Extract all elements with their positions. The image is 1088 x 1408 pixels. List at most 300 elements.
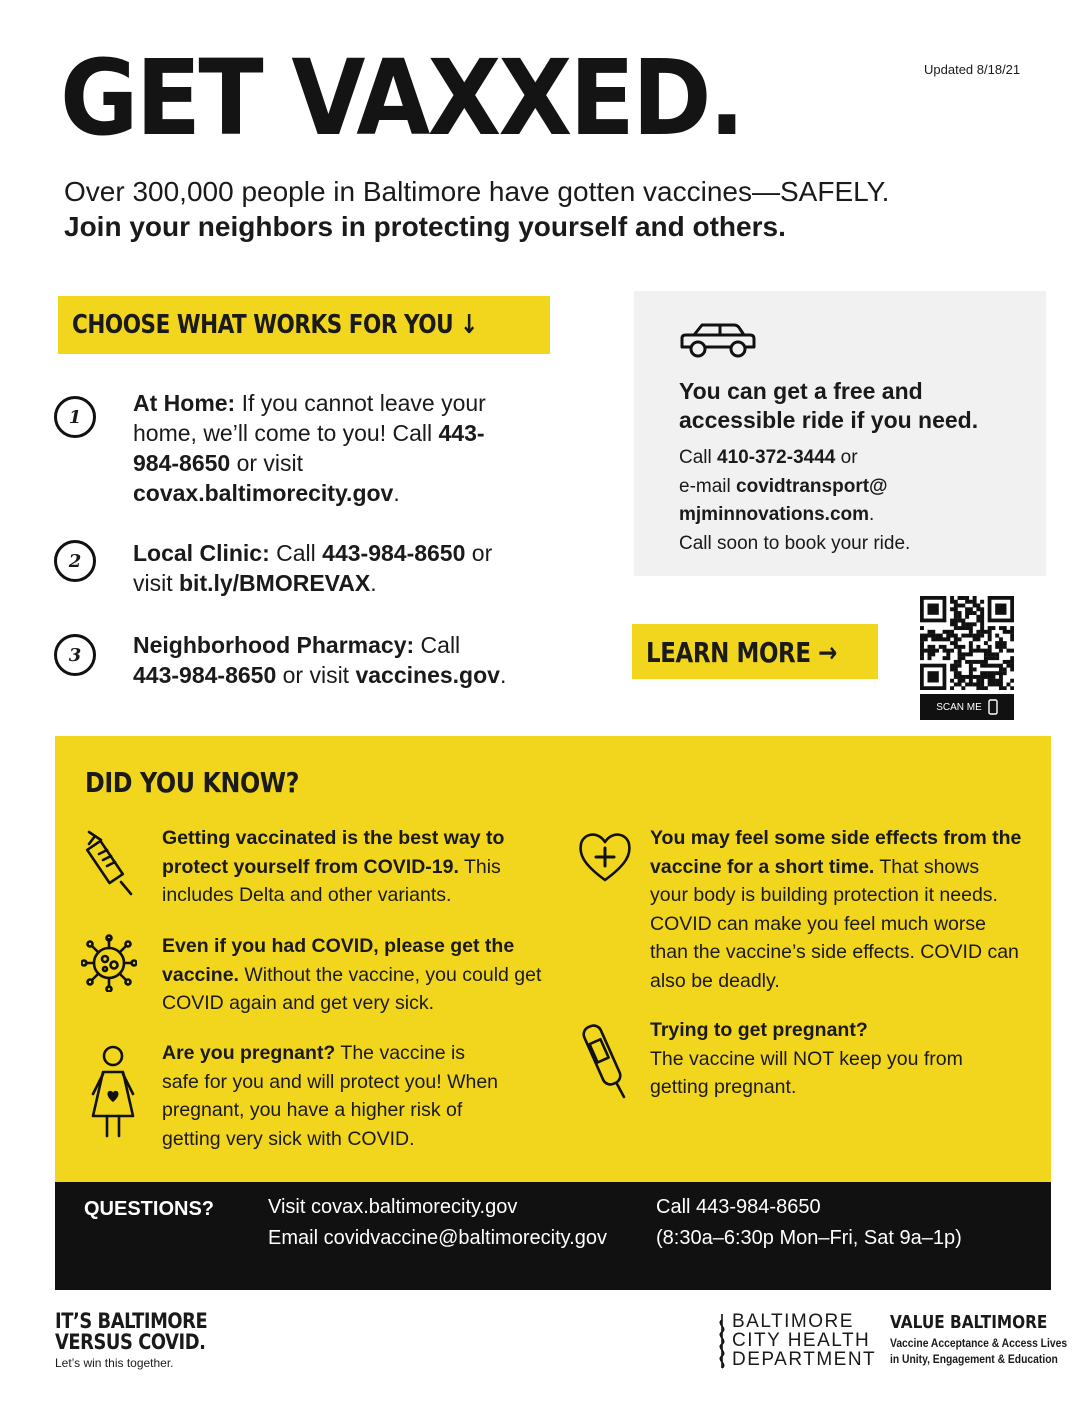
- qr-module: [999, 645, 1003, 649]
- qr-module: [976, 660, 980, 664]
- qr-module: [950, 607, 954, 611]
- qr-module: [958, 619, 962, 623]
- qr-module: [954, 634, 958, 638]
- option-link[interactable]: covax.baltimorecity.gov: [133, 480, 394, 506]
- learn-more-button[interactable]: [632, 624, 878, 679]
- option-text: .: [370, 570, 377, 596]
- questions-label: QUESTIONS?: [84, 1198, 215, 1220]
- qr-module: [969, 679, 973, 683]
- qr-module: [965, 611, 969, 615]
- qr-module: [931, 652, 935, 656]
- qr-module: [988, 637, 992, 641]
- questions-bar: [55, 1182, 1051, 1290]
- qr-module: [928, 645, 932, 649]
- qr-module: [965, 660, 969, 664]
- questions-visit-link[interactable]: Visit covax.baltimorecity.gov: [268, 1196, 518, 1218]
- qr-module: [969, 645, 973, 649]
- qr-module: [939, 637, 943, 641]
- qr-module: [980, 634, 984, 638]
- qr-module: [961, 652, 965, 656]
- choose-banner: [58, 296, 550, 354]
- qr-module: [950, 641, 954, 645]
- qr-module: [988, 630, 992, 634]
- qr-module: [950, 600, 954, 604]
- qr-module: [976, 630, 980, 634]
- qr-finder-center: [928, 604, 939, 615]
- qr-module: [969, 622, 973, 626]
- qr-module: [980, 626, 984, 630]
- fact-had-covid: [162, 932, 542, 1018]
- qr-module: [950, 664, 954, 668]
- option-title: Local Clinic:: [133, 540, 270, 566]
- qr-module: [931, 630, 935, 634]
- qr-module: [973, 611, 977, 615]
- qr-module: [954, 664, 958, 668]
- did-you-know-panel: [55, 736, 1051, 1182]
- qr-module: [976, 645, 980, 649]
- qr-module: [999, 682, 1003, 686]
- option-text: Call: [414, 632, 461, 658]
- qr-module: [1003, 645, 1007, 649]
- qr-module: [999, 675, 1003, 679]
- qr-module: [988, 656, 992, 660]
- qr-module: [995, 634, 999, 638]
- ride-text: .: [869, 504, 875, 525]
- option-text: or visit: [133, 540, 493, 596]
- qr-module: [958, 682, 962, 686]
- qr-module: [976, 637, 980, 641]
- qr-module: [931, 634, 935, 638]
- option-text: If you cannot leave your home, we’ll come to you! Call: [133, 390, 486, 446]
- qr-module: [958, 679, 962, 683]
- qr-module: [965, 634, 969, 638]
- qr-module: [920, 652, 924, 656]
- qr-module: [950, 679, 954, 683]
- value-baltimore-line-2: in Unity, Engagement & Education: [890, 1352, 1058, 1366]
- qr-module: [973, 600, 977, 604]
- qr-module: [931, 649, 935, 653]
- qr-module: [995, 682, 999, 686]
- qr-module: [991, 675, 995, 679]
- qr-module: [984, 656, 988, 660]
- qr-module: [973, 634, 977, 638]
- subheadline: Over 300,000 people in Baltimore have gotten vaccines—SAFELY.: [64, 176, 890, 207]
- fact-side-effects: [650, 824, 1022, 995]
- fact-trying-pregnant: [650, 1016, 1000, 1102]
- qr-module: [958, 660, 962, 664]
- qr-module: [958, 664, 962, 668]
- qr-module: [961, 634, 965, 638]
- fact-bold: Even if you had COVID, please get the vaccine.: [162, 935, 515, 986]
- qr-module: [958, 615, 962, 619]
- option-at-home: [133, 388, 493, 508]
- qr-module: [924, 637, 928, 641]
- fact-text: That shows your body is building protection it needs. COVID can make you feel much worse than the vaccine’s side effects. COVID can also be deadly.: [650, 855, 1019, 992]
- option-phone[interactable]: 443-984-8650: [133, 420, 485, 476]
- qr-module: [931, 637, 935, 641]
- qr-module: [976, 615, 980, 619]
- qr-module: [950, 619, 954, 623]
- qr-module: [973, 649, 977, 653]
- qr-module: [1006, 682, 1010, 686]
- qr-finder-center: [995, 604, 1006, 615]
- qr-module: [928, 634, 932, 638]
- qr-module: [980, 615, 984, 619]
- qr-module: [958, 656, 962, 660]
- qr-module: [969, 660, 973, 664]
- option-title: At Home:: [133, 390, 236, 416]
- fact-bold: Trying to get pregnant?: [650, 1019, 868, 1041]
- qr-module: [954, 604, 958, 608]
- qr-module: [1010, 649, 1014, 653]
- qr-module: [943, 649, 947, 653]
- qr-module: [991, 682, 995, 686]
- dept-line-1: BALTIMORE: [732, 1311, 854, 1332]
- questions-email-link[interactable]: Email covidvaccine@baltimorecity.gov: [268, 1227, 607, 1249]
- qr-module: [969, 652, 973, 656]
- qr-module: [946, 637, 950, 641]
- qr-module: [969, 607, 973, 611]
- fact-text: This includes Delta and other variants.: [162, 855, 501, 906]
- qr-module: [965, 682, 969, 686]
- pregnant-person-icon: [89, 1044, 137, 1140]
- qr-module: [1003, 626, 1007, 630]
- qr-module: [976, 679, 980, 683]
- qr-module: [1006, 664, 1010, 668]
- qr-module: [999, 679, 1003, 683]
- fact-bold: Getting vaccinated is the best way to protect yourself from COVID-19.: [162, 827, 505, 878]
- qr-module: [988, 645, 992, 649]
- qr-module: [954, 645, 958, 649]
- qr-module: [954, 671, 958, 675]
- qr-module: [980, 671, 984, 675]
- qr-module: [939, 645, 943, 649]
- option-phone[interactable]: 443-984-8650: [133, 662, 277, 688]
- qr-module: [969, 671, 973, 675]
- questions-phone[interactable]: Call 443-984-8650: [656, 1196, 821, 1218]
- fact-text: The vaccine is safe for you and will protect you! When pregnant, you have a higher risk of getting very sick with COVID.: [162, 1042, 499, 1150]
- qr-module: [969, 675, 973, 679]
- option-number-3: 3: [54, 634, 96, 676]
- qr-module: [984, 641, 988, 645]
- qr-module: [969, 626, 973, 630]
- qr-module: [961, 622, 965, 626]
- qr-module: [995, 641, 999, 645]
- qr-module: [988, 671, 992, 675]
- qr-module: [954, 619, 958, 623]
- option-phone[interactable]: 443-984-8650: [322, 540, 466, 566]
- qr-module: [988, 649, 992, 653]
- qr-module: [976, 604, 980, 608]
- option-text: Call: [269, 540, 323, 566]
- ride-closing: Call soon to book your ride.: [679, 532, 911, 554]
- questions-hours: (8:30a–6:30p Mon–Fri, Sat 9a–1p): [656, 1227, 962, 1249]
- scan-me-label: SCAN ME: [936, 701, 982, 713]
- ride-text: or: [835, 447, 858, 468]
- qr-module: [920, 656, 924, 660]
- qr-module: [980, 675, 984, 679]
- qr-module: [976, 682, 980, 686]
- qr-module: [965, 626, 969, 630]
- qr-module: [950, 667, 954, 671]
- qr-module: [954, 641, 958, 645]
- qr-module: [920, 641, 924, 645]
- qr-module: [1003, 667, 1007, 671]
- qr-module: [1003, 660, 1007, 664]
- qr-module: [969, 634, 973, 638]
- qr-module: [999, 626, 1003, 630]
- qr-module: [961, 604, 965, 608]
- value-baltimore-logo: [890, 1312, 1088, 1367]
- qr-module: [1010, 634, 1014, 638]
- qr-module: [1006, 649, 1010, 653]
- qr-module: [1003, 641, 1007, 645]
- qr-module: [961, 686, 965, 690]
- qr-module: [973, 667, 977, 671]
- qr-module: [961, 596, 965, 600]
- qr-module: [928, 649, 932, 653]
- qr-module: [1010, 664, 1014, 668]
- qr-module: [995, 664, 999, 668]
- qr-module: [980, 679, 984, 683]
- choose-banner-label: CHOOSE WHAT WORKS FOR YOU ↓: [72, 310, 478, 340]
- qr-module: [1010, 679, 1014, 683]
- qr-module: [991, 652, 995, 656]
- qr-module: [1010, 630, 1014, 634]
- qr-module: [943, 630, 947, 634]
- heart-plus-icon: [575, 826, 635, 886]
- qr-module: [928, 656, 932, 660]
- qr-module: [965, 615, 969, 619]
- qr-module: [1010, 637, 1014, 641]
- qr-module: [961, 656, 965, 660]
- tagline-line-1: IT’S BALTIMORE: [55, 1309, 208, 1333]
- qr-module: [958, 611, 962, 615]
- qr-module: [939, 634, 943, 638]
- qr-module: [980, 600, 984, 604]
- option-pharmacy: [133, 630, 553, 690]
- campaign-tagline: [55, 1311, 234, 1370]
- qr-module: [965, 622, 969, 626]
- learn-more-label: LEARN MORE →: [646, 636, 838, 669]
- qr-module: [976, 634, 980, 638]
- qr-module: [943, 656, 947, 660]
- qr-module: [980, 607, 984, 611]
- qr-module: [954, 611, 958, 615]
- tagline-line-2: VERSUS COVID.: [55, 1330, 206, 1354]
- qr-module: [961, 679, 965, 683]
- qr-module: [976, 649, 980, 653]
- qr-module: [969, 649, 973, 653]
- qr-module: [999, 637, 1003, 641]
- qr-module: [935, 637, 939, 641]
- qr-module: [973, 660, 977, 664]
- qr-module: [928, 652, 932, 656]
- qr-module: [984, 671, 988, 675]
- health-department-logo: [716, 1312, 876, 1369]
- qr-module: [954, 637, 958, 641]
- qr-module: [995, 679, 999, 683]
- qr-module: [946, 634, 950, 638]
- qr-module: [961, 619, 965, 623]
- qr-module: [950, 649, 954, 653]
- qr-module: [999, 664, 1003, 668]
- qr-module: [969, 682, 973, 686]
- qr-module: [973, 637, 977, 641]
- ride-phone[interactable]: 410-372-3444: [717, 447, 836, 468]
- qr-module: [980, 686, 984, 690]
- ride-text: Call: [679, 447, 718, 468]
- qr-module: [973, 675, 977, 679]
- qr-module: [1006, 630, 1010, 634]
- syringe-icon: [83, 828, 139, 896]
- qr-module: [958, 649, 962, 653]
- qr-module: [965, 675, 969, 679]
- option-text: or visit: [230, 450, 304, 476]
- qr-module: [969, 667, 973, 671]
- tagline-line-3: Let’s win this together.: [55, 1356, 174, 1370]
- qr-module: [920, 626, 924, 630]
- qr-module: [969, 611, 973, 615]
- qr-module: [988, 679, 992, 683]
- qr-module: [991, 679, 995, 683]
- qr-module: [988, 664, 992, 668]
- qr-module: [1010, 686, 1014, 690]
- qr-code[interactable]: [920, 596, 1014, 690]
- updated-date: Updated 8/18/21: [924, 62, 1021, 77]
- fact-pregnant: [162, 1039, 502, 1153]
- qr-module: [995, 656, 999, 660]
- subheadline-bold: Join your neighbors in protecting yourself and others.: [64, 211, 786, 242]
- ride-email-part-1[interactable]: covidtransport@: [736, 475, 888, 497]
- qr-module: [988, 634, 992, 638]
- headline: GET VAXXED.: [60, 37, 743, 159]
- option-text: or visit: [276, 662, 356, 688]
- option-link[interactable]: bit.ly/BMOREVAX: [179, 570, 371, 596]
- qr-module: [965, 652, 969, 656]
- option-link[interactable]: vaccines.gov: [355, 662, 500, 688]
- qr-module: [995, 652, 999, 656]
- qr-module: [991, 656, 995, 660]
- qr-module: [969, 641, 973, 645]
- qr-module: [946, 630, 950, 634]
- ride-text: e-mail: [679, 475, 737, 497]
- qr-module: [958, 652, 962, 656]
- qr-module: [984, 664, 988, 668]
- qr-module: [1003, 630, 1007, 634]
- ride-details: [679, 444, 910, 558]
- qr-module: [954, 607, 958, 611]
- qr-module: [1010, 660, 1014, 664]
- fact-text: The vaccine will NOT keep you from getting pregnant.: [650, 1047, 963, 1098]
- qr-module: [954, 600, 958, 604]
- qr-module: [984, 630, 988, 634]
- qr-module: [976, 686, 980, 690]
- qr-module: [973, 604, 977, 608]
- qr-module: [1003, 686, 1007, 690]
- qr-module: [954, 682, 958, 686]
- caduceus-icon: [716, 1312, 728, 1370]
- qr-module: [999, 641, 1003, 645]
- scan-me-badge: [920, 694, 1014, 720]
- qr-finder-center: [928, 671, 939, 682]
- option-local-clinic: [133, 538, 503, 598]
- qr-module: [973, 596, 977, 600]
- qr-module: [976, 607, 980, 611]
- qr-module: [1006, 660, 1010, 664]
- qr-module: [961, 675, 965, 679]
- qr-module: [965, 596, 969, 600]
- fact-vaccination-protection: [162, 824, 537, 910]
- qr-module: [991, 671, 995, 675]
- qr-module: [980, 649, 984, 653]
- ride-title: You can get a free and accessible ride if you need.: [679, 378, 979, 433]
- did-you-know-title: DID YOU KNOW?: [85, 766, 300, 799]
- qr-module: [980, 664, 984, 668]
- qr-module: [943, 637, 947, 641]
- virus-icon: [81, 934, 137, 992]
- qr-module: [935, 634, 939, 638]
- qr-module: [958, 671, 962, 675]
- qr-module: [1003, 671, 1007, 675]
- qr-module: [958, 626, 962, 630]
- qr-module: [999, 667, 1003, 671]
- option-text: .: [393, 480, 400, 506]
- qr-module: [988, 626, 992, 630]
- qr-module: [954, 626, 958, 630]
- value-baltimore-line-1: Vaccine Acceptance & Access Lives: [890, 1336, 1068, 1350]
- qr-module: [943, 645, 947, 649]
- qr-module: [980, 619, 984, 623]
- qr-module: [1010, 667, 1014, 671]
- qr-module: [946, 656, 950, 660]
- qr-module: [988, 675, 992, 679]
- option-title: Neighborhood Pharmacy:: [133, 632, 415, 658]
- qr-module: [973, 682, 977, 686]
- qr-module: [973, 622, 977, 626]
- qr-module: [984, 675, 988, 679]
- qr-module: [950, 630, 954, 634]
- value-baltimore-title: VALUE BALTIMORE: [890, 1312, 1048, 1333]
- fact-text: Without the vaccine, you could get COVID again and get very sick.: [162, 963, 542, 1014]
- qr-module: [991, 664, 995, 668]
- option-text: .: [499, 662, 507, 688]
- qr-module: [984, 652, 988, 656]
- qr-module: [950, 622, 954, 626]
- qr-module: [1010, 656, 1014, 660]
- qr-module: [958, 596, 962, 600]
- qr-module: [950, 596, 954, 600]
- ride-email-part-2[interactable]: mjminnovations.com: [679, 504, 870, 525]
- qr-module: [969, 630, 973, 634]
- qr-module: [958, 604, 962, 608]
- option-number-2: 2: [54, 540, 96, 582]
- option-number-1: 1: [54, 396, 96, 438]
- qr-module: [924, 649, 928, 653]
- qr-module: [958, 637, 962, 641]
- qr-module: [995, 671, 999, 675]
- qr-module: [931, 645, 935, 649]
- qr-module: [969, 664, 973, 668]
- dept-line-3: DEPARTMENT: [732, 1349, 877, 1370]
- pregnancy-test-icon: [577, 1020, 635, 1100]
- qr-module: [920, 634, 924, 638]
- qr-module: [980, 630, 984, 634]
- qr-module: [991, 626, 995, 630]
- qr-module: [976, 619, 980, 623]
- phone-icon: [988, 699, 998, 715]
- qr-module: [999, 649, 1003, 653]
